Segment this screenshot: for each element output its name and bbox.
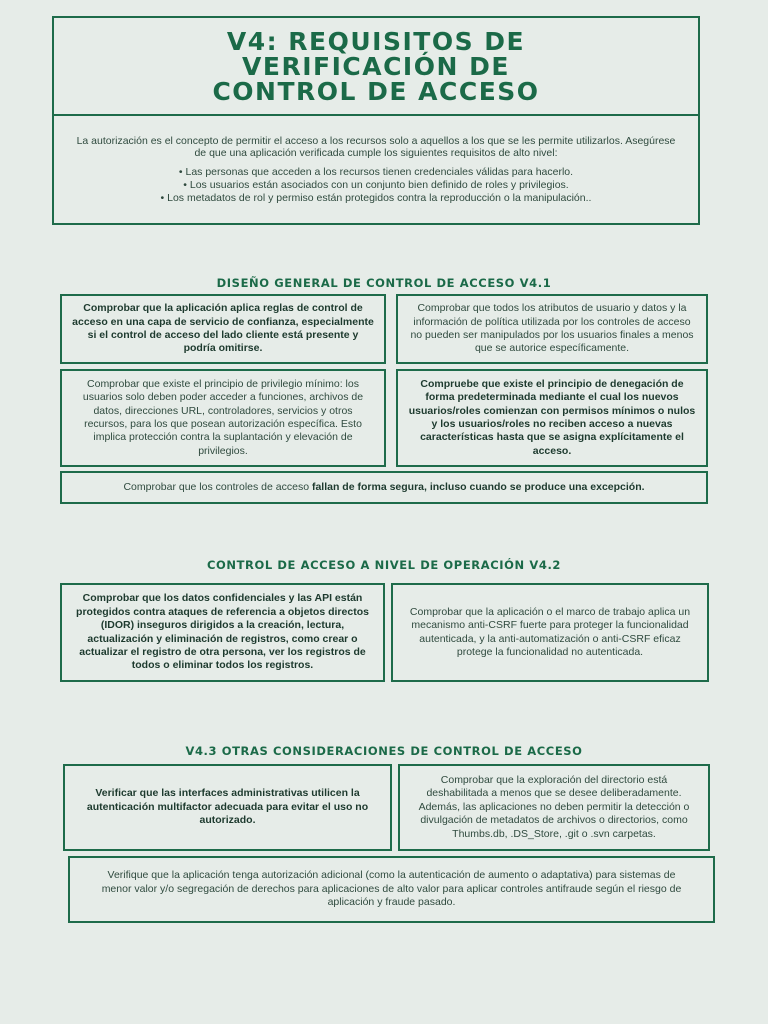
requirement-card <box>391 583 709 682</box>
requirement-text <box>123 481 644 494</box>
requirement-text: Verifique que la aplicación tenga autorización adicional (como la autenticación de aumento o adaptativa) para sistemas de menor valor y/o segregación de derechos para aplicaciones de alto valor para aplicar controles antifraude según el riesgo de aplicación y fraude pasado. <box>101 869 682 909</box>
requirement-card <box>60 294 386 364</box>
title-box <box>52 16 700 116</box>
requirement-card <box>396 369 708 467</box>
requirement-text: Comprobar que la aplicación o el marco de trabajo aplica un mecanismo anti-CSRF fuerte para proteger la funcionalidad autenticada, y la anti-automatización o anti-CSRF eficaz protege la funcionalidad no autenticada. <box>409 605 691 658</box>
requirement-text: Comprobar que la aplicación aplica reglas de control de acceso en una capa de servicio de confianza, especialmente si el control de acceso del lado cliente está presente y podría omitirse. <box>72 302 374 355</box>
intro-bullet: • Los metadatos de rol y permiso están protegidos contra la reproducción o la manipulación.. <box>160 191 592 204</box>
section-heading-v4-2: CONTROL DE ACCESO A NIVEL DE OPERACIÓN V4.2 <box>206 558 562 572</box>
requirement-card <box>396 294 708 364</box>
requirement-card <box>60 583 385 682</box>
requirement-text: Comprobar que la exploración del directorio está deshabilitada a menos que se desee deliberadamente. Además, las aplicaciones no deben permitir la detección o divulgación de metadatos de archivos o directorios, como Thumbs.db, .DS_Store, .git o .svn carpetas. <box>418 773 690 840</box>
page-title <box>212 26 540 106</box>
intro-paragraph: La autorización es el concepto de permitir el acceso a los recursos solo a aquellos a los que se les permite utilizarlos. Asegúrese de que una aplicación verificada cumple los siguientes requisitos de alto nivel: <box>76 134 676 160</box>
requirement-card <box>63 764 392 851</box>
requirement-card <box>60 369 386 467</box>
title-line-2: VERIFICACIÓN DE <box>242 51 510 81</box>
intro-box <box>52 114 700 225</box>
section-heading-v4-1: DISEÑO GENERAL DE CONTROL DE ACCESO V4.1 <box>216 276 552 290</box>
intro-bullet: • Las personas que acceden a los recursos tienen credenciales válidas para hacerlo. <box>178 166 574 179</box>
requirement-card <box>68 856 715 923</box>
requirement-card <box>60 471 708 504</box>
requirement-text-normal: Comprobar que los controles de acceso <box>123 480 312 493</box>
section-heading-v4-3: V4.3 OTRAS CONSIDERACIONES DE CONTROL DE ACCESO <box>185 744 583 758</box>
requirement-text: Comprobar que existe el principio de privilegio mínimo: los usuarios solo deben poder acceder a funciones, archivos de datos, direcciones URL, controladores, servicios y otros recursos, para los que posean autorización específica. Esto implica protección contra la suplantación y elevación de privilegios. <box>82 377 364 457</box>
requirement-text: Comprobar que todos los atributos de usuario y datos y la información de política utilizada por los controles de acceso no pueden ser manipulados por los usuarios finales a menos que se autorice específicamente. <box>410 302 694 355</box>
requirement-text: Compruebe que existe el principio de denegación de forma predeterminada mediante el cual los nuevos usuarios/roles comienzan con permisos mínimos o nulos y los usuarios/roles no reciben acceso a nuevas características hasta que se asigna explícitamente el acceso. <box>408 377 696 457</box>
intro-bullet-list <box>161 166 592 204</box>
title-line-3: CONTROL DE ACCESO <box>212 76 540 106</box>
intro-bullet: • Los usuarios están asociados con un conjunto bien definido de roles y privilegios. <box>183 178 569 191</box>
requirement-text-bold: fallan de forma segura, incluso cuando se produce una excepción. <box>311 480 645 493</box>
title-line-1: V4: REQUISITOS DE <box>226 26 526 56</box>
requirement-card <box>398 764 710 851</box>
requirement-text: Comprobar que los datos confidenciales y las API están protegidos contra ataques de referencia a objetos directos (IDOR) inseguros dirigidos a la creación, lectura, actualización y eliminación de registros, como crear o actualizar el registro de otra persona, ver los registros de todos o eliminar todos los registros. <box>76 592 369 672</box>
requirement-text: Verificar que las interfaces administrativas utilicen la autenticación multifactor adecuada para evitar el uso no autorizado. <box>86 787 369 827</box>
